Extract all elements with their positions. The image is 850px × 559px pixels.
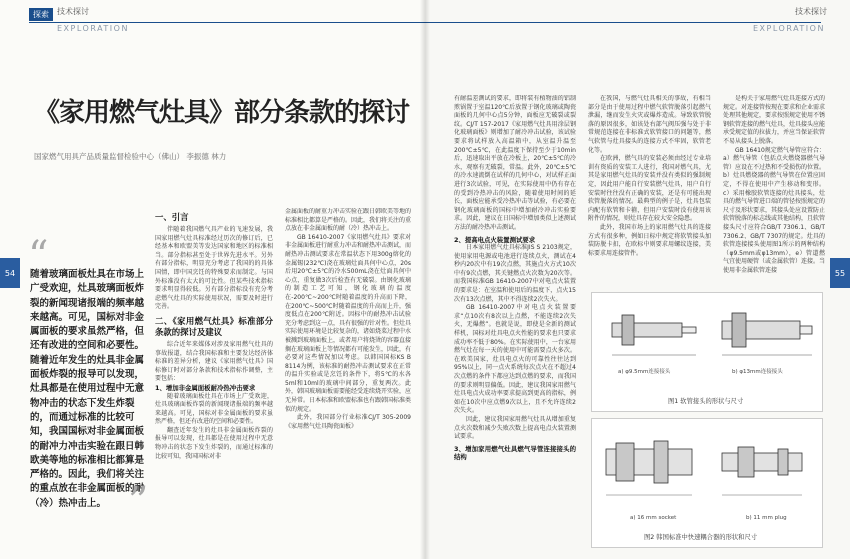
section-title-en-right: EXPLORATION — [753, 24, 825, 33]
figure-1-label-a: a) φ9.5mm连接接头 — [618, 369, 671, 375]
paragraph: 是构关于家用燃气灶具连接方式的规定。对连接管按现在要求和企业需求处理其他规定，要求按照规定使用不锈钢软管连接的燃气灶具，灶具接头应能承受规定值的拉拔力，并应当保证软管不易从接头上脱落。 — [723, 95, 825, 145]
header-rule-right — [425, 22, 821, 23]
right-page — [425, 0, 850, 559]
figure-1-caption: 图1 软管接头的形状与尺寸 — [668, 398, 744, 405]
heading-section-2: 二、《家用燃气灶具》标准部分条款的探讨及建议 — [155, 315, 273, 337]
text-column-4 — [588, 95, 711, 280]
figure-2-coupler — [591, 418, 823, 548]
page-number-left: 54 — [0, 258, 20, 288]
paragraph: 此外，我国市场上的家用燃气灶具的连接方式有很多种，例如日标中规定将软管接头加装防脱卡扣，在欧标中则要求用螺纹连接，美标要求用连接管件。 — [588, 223, 711, 257]
section-title-cn-right: 技术探讨 — [795, 7, 827, 16]
book-spine-shadow — [420, 0, 430, 559]
figure-2-label-b: b) 11 mm plug — [746, 515, 787, 521]
figure-1-label-b: b) φ13mm连接接头 — [732, 369, 783, 375]
paragraph: 金属面板的耐重力冲击实验在跟日韩欧美等地的标准相比都算是严格的。因此，我们将关注的重点放在非金属面板的耐（冷）热冲击上。 — [285, 208, 411, 233]
article-title: 《家用燃气灶具》部分条款的探讨 — [34, 98, 410, 128]
paragraph: 翻查近年发生的灶具非金属面板炸裂的报导可以发现，灶具都是在使用过程中无意物冲击的状态下发生炸裂的，而通过标准的比较可知，我国国标对非 — [155, 426, 273, 460]
pull-quote: 随着玻璃面板灶具在市场上广受欢迎，灶具玻璃面板炸裂的新闻现诸报端的频率越来越高。可见，国标对非金属面板的要求虽然严格，但还有改进的空间和必要性。随着近年发生的灶具非金属面板炸裂的报导可以发现，灶具都是在使用过程中无意物冲击的状态下发生炸裂的，而通过标准的比较可知，我国国标对非金属面板的耐冲力冲击实验在跟日韩欧美等地的标准相比都算是严格的。因此，我们将关注的重点放在非金属面板的耐（冷）热冲击上。 — [30, 269, 145, 509]
close-quote-icon: ” — [128, 479, 149, 525]
paragraph: 随着玻璃面板灶具在市场上广受欢迎，灶具玻璃面板炸裂的新闻现诸报端的频率越来越高。可见，国标对非金属面板的要求虽然严格，但还有改进的空间和必要性。 — [155, 392, 273, 426]
page-number-right: 55 — [830, 258, 850, 288]
text-column-5 — [723, 95, 825, 280]
paragraph: 日本家用燃气灶具标准JIS S 2103规定，使用家用电源或电池进行连续点火，测试在4秒内20次中有19次点燃，其施点火方式10次中有9次点燃，其关键燃点火次数为20次等。而我国标准GB 16410-2007中对电点火装置的要求是：在室温和使用后的温度下，点火15次有13次点燃，其中不得连续2次失火。 — [454, 244, 576, 303]
paragraph: 伴随着我国燃气具产业的飞速发展，我国家用燃气灶具标准经过历次的修订后，已经基本和欧盟美等发达国家和地区的标准相当。部分指标甚至处于世界先进水平。另外有部分指标，明显充分考虑了我国的的具体国情，即中国烹饪的特殊要求而制定。与国外标准没有太大的可比性。但某些技术指标要求明显得较低。另有部分指标没有充分考虑燃气灶具的实际使用状况，需要及时进行完善。 — [155, 226, 273, 311]
text-column-1 — [155, 208, 273, 553]
paragraph: 因此，建议我国家用燃气灶具从增加重复点火次数和减少失败次数上提高电点火装置测试要求。 — [454, 415, 576, 441]
section-tag: 探索 — [29, 8, 53, 21]
section-title-cn: 技术探讨 — [57, 7, 89, 16]
open-quote-icon: “ — [28, 233, 49, 279]
heading-sub-3: 3、增加家用燃气灶具燃气导管连接接头的结构 — [454, 444, 576, 462]
section-title-en: EXPLORATION — [57, 24, 129, 33]
header-rule-left — [29, 22, 425, 23]
paragraph: 在我国，与燃气灶具相关的事故，有相当部分是由于使用过程中燃气软管脱落引起燃气泄漏，继而发生火灾或爆炸造成。导致软管脱落的原因很多，如该处右部气阀压强与处于非常规范连接在非标准式软管接口的问题等，燃气软管与灶具接头的连接方式不牢固，软管老化等。 — [588, 95, 711, 154]
figure-2-caption: 图2 韩国标准中快速耦合器的形状和尺寸 — [644, 534, 758, 541]
heading-intro: 一、引言 — [155, 212, 189, 222]
hose-connector-drawing — [592, 293, 822, 411]
paragraph: 在欧洲，燃气具的安装必须由经过专业培训有资质的安装工人进行，我国对燃气具，尤其是家用燃气灶具的安装并没有类似的强制规定，因此用户能自行安装燃气灶具，用户自行安装时往往没有正确的安装，还是有可能出现软管脱落的情况。最典型的例子是，灶具包装内配有软管和卡箍，但用户安装时没有使用该附件的情况，则灶具存在较大安全隐患。 — [588, 155, 711, 223]
heading-sub-1: 1、增加非金属面板耐冷热冲击要求 — [155, 383, 256, 392]
text-column-2 — [285, 208, 411, 553]
paragraph: 有耐温差测试的要求，即将装有植物油的铝制煎锅置于室温120℃后放置于钢化玻璃或陶瓷面板的几何中心点5分钟，面板应无破裂或裂纹。CJ/T 157-2017《家用燃气灶具用涂层钢化玻璃面板》则增加了耐冷冲击试验，该试验要求将试样放入高温箱中，从室温升温至200℃±5℃，在此温度下保持至少于10min后，迅速取出平放在冷板上，20℃±5℃的冷水，观察有无破裂，常温。此外，20℃±5℃的冷水速流倒在试样的几何中心，对试样正面进行3次试验，可见，在实际使用中仍有存在的受到冷热冲击的风险，随着使用时间的延长，面板应能承受冷热冲击等试验，有必要在钢化玻璃面板的国标中增加耐冷冲击实验要求。因此，建议在日国标中增加类似上述测试方法的耐冷热冲击测试。 — [454, 95, 576, 231]
figure-1-hose-connectors — [591, 292, 823, 412]
paragraph: GB 16410-2007中对电点火装置要求“点10次有8次以上点燃，不能连续2次失火，无爆燃”。也就是说，即使是全新的测试样机，国标对灶具电点火性能的要求也只要求成功率不低于80%。在实际使用中，一台家用燃气灶在每一天的使用中可能需要点火多次。在欧美国家，灶具电点火的可靠性往往达到95%以上，同一点火系统每次点火在不超过4次点燃的条件下都应达到点燃的要求，而我国的要求则明显偏低。因此，建议我国家用燃气灶具电点火成功率要求提高到更高的指标，例如在10次中应点燃9次以上，且不允许连续2次失火。 — [454, 304, 576, 415]
paragraph: 此外，我国部分行业标准CJ/T 305-2009《家用燃气灶具陶瓷面板》 — [285, 414, 411, 430]
article-author: 国家燃气用具产品质量监督检验中心（佛山） 李振德 林力 — [34, 152, 227, 161]
heading-sub-2: 2、提高电点火装置测试要求 — [454, 235, 536, 244]
figure-2-label-a: a) 16 mm socket — [630, 515, 677, 521]
paragraph: GB 16410规定燃气导管应符合：a）燃气导管（包括点火燃烧器燃气导管）应设在不过热和不受损伤的位置。b）灶具燃烧器的燃气导管在位置应固定，不得在使用中产生移动和变形。c）采用橡胶软管连接的灶具接头，灶具的燃气导管进口端的管径按照规定的尺寸及形状要求，其接头处应设置防止软管脱落的标志线或其他结构，且软管接头尺寸应符合GB/T 7306.1、GB/T 7306.2、GB/T 7307的规定。灶具的软管连接接头使用图1所示的两种结构（φ9.5mm或φ13mm），e）管道燃气宜使用硬管（或金属软管）连接。当使用非金属软管连接 — [723, 146, 825, 274]
coupler-drawing — [592, 419, 822, 547]
text-column-3 — [454, 95, 576, 547]
paragraph: GB 16410-2007《家用燃气灶具》要求对非金属面板进行耐重力冲击和耐热冲击测试，而耐热冲击测试要求在常温状态下用300g熔化的金属锡(232℃)浇在玻璃灶面具何中心点，20s后用20℃±5℃的冷水500mL浇在灶面具何中心点，重复做3次后检查有无破裂。由钢化玻璃的制造工艺可知，钢化玻璃的温度在-200℃~200℃时随着温度的升高而下降，在200℃~500℃时随着温度的升高而上升，强度低点在200℃附近。因标中的耐热冲击试验充分考虑到这一点，具有很强的针对性。但灶具实际使用环境是比较复杂的，诸如烧菜过程中水被溅到玻璃面板上，或者用户将烧烫的容器直接搁在玻璃面板上等情况都有可能发生，因此，有必要对这些情况加以考虑。以韩国国标KS B 8114为例，该标准的耐热冲击测试要求在正常的温升实验或是烹饪的条件下，将5℃的水各5ml和10ml的玻璃中间部分，重复两次。此外，韩国玻璃面板需要能经受连续烧开实验，应无异常。日本标准和欧盟标准也有跟韩国标准类似的规定。 — [285, 233, 411, 413]
paragraph: 综合近年来媒体对涉及家用燃气灶具的事故报道，结合我国标准和主要发达经济体标准的差异分析，建议《家用燃气灶具》国标修订时对部分条款和技术指标作调整，主要包括： — [155, 340, 273, 383]
